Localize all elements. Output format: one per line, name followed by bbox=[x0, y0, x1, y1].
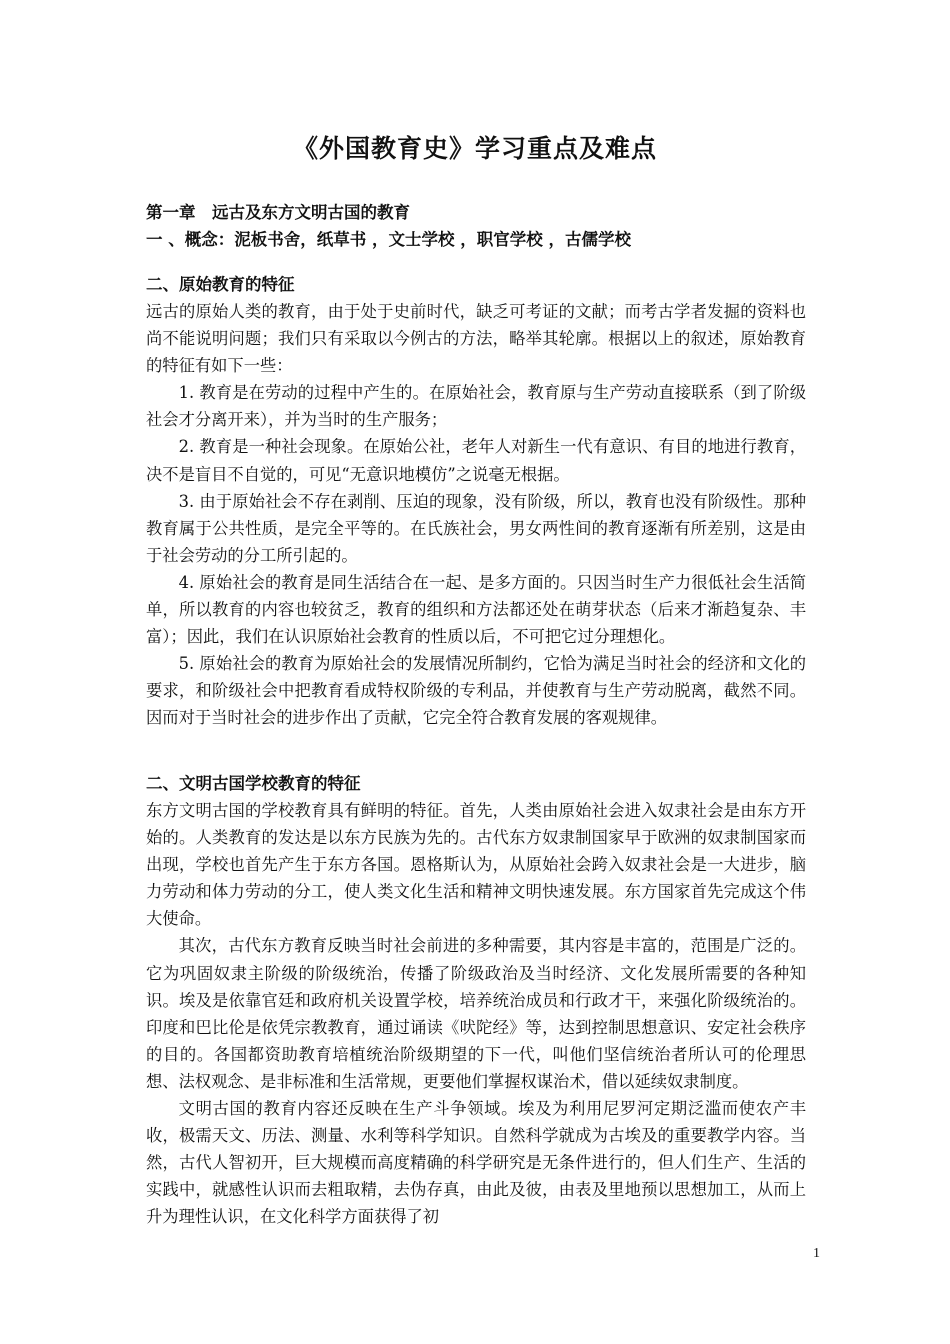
chapter-heading: 第一章 远古及东方文明古国的教育 bbox=[146, 203, 410, 222]
paragraph: 3. 由于原始社会不存在剥削、压迫的现象，没有阶级，所以，教育也没有阶级性。那种教育属于公共性质，是完全平等的。在氏族社会，男女两性间的教育逐渐有所差别，这是由于社会劳动的分工所引起的。 bbox=[146, 491, 806, 565]
page-number: 1 bbox=[813, 1246, 820, 1261]
paragraph: 5. 原始社会的教育为原始社会的发展情况所制约，它恰为满足当时社会的经济和文化的要求，和阶级社会中把教育看成特权阶级的专利品，并使教育与生产劳动脱离，截然不同。因而对于当时社会的进步作出了贡献，它完全符合教育发展的客观规律。 bbox=[146, 654, 806, 728]
paragraph: 1. 教育是在劳动的过程中产生的。在原始社会，教育原与生产劳动直接联系（到了阶级社会才分离开来），并为当时的生产服务； bbox=[146, 383, 806, 430]
paragraph: 文明古国的教育内容还反映在生产斗争领域。埃及为利用尼罗河定期泛滥而使农产丰收，极需天文、历法、测量、水利等科学知识。自然科学就成为古埃及的重要教学内容。当然，古代人智初开，巨大规模而高度精确的科学研究是无条件进行的，但人们生产、生活的实践中，就感性认识而去粗取精，去伪存真，由此及彼，由表及里地预以思想加工，从而上升为理性认识，在文化科学方面获得了初 bbox=[146, 1099, 806, 1227]
section-ancient-school-education bbox=[146, 770, 806, 1231]
paragraph: 4. 原始社会的教育是同生活结合在一起、是多方面的。只因当时生产力很低社会生活简单，所以教育的内容也较贫乏，教育的组织和方法都还处在萌芽状态（后来才渐趋复杂、丰富）；因此，我们在认识原始社会教育的性质以后，不可把它过分理想化。 bbox=[146, 572, 806, 647]
paragraph: 远古的原始人类的教育，由于处于史前时代，缺乏可考证的文献；而考古学者发掘的资料也尚不能说明问题；我们只有采取以今例古的方法，略举其轮廓。根据以上的叙述，原始教育的特征有如下一些： bbox=[146, 302, 806, 376]
section-primitive-education bbox=[146, 271, 806, 732]
section-heading-ancient: 二、文明古国学校教育的特征 bbox=[146, 774, 361, 793]
paragraph: 2. 教育是一种社会现象。在原始公社，老年人对新生一代有意识、有目的地进行教育，决不是盲目不自觉的，可见“无意识地模仿”之说毫无根据。 bbox=[146, 437, 806, 484]
concepts-heading: 一 、概念：泥板书舍，纸草书 ，文士学校 ，职官学校 ，古儒学校 bbox=[146, 230, 631, 249]
section-heading-primitive: 二、原始教育的特征 bbox=[146, 275, 295, 294]
paragraph: 其次，古代东方教育反映当时社会前进的多种需要，其内容是丰富的，范围是广泛的。它为巩固奴隶主阶级的阶级统治，传播了阶级政治及当时经济、文化发展所需要的各种知识。埃及是依靠官廷和政府机关设置学校，培养统治成员和行政才干，来强化阶级统治的。印度和巴比伦是依凭宗教教育，通过诵读《吠陀经》等，达到控制思想意识、安定社会秩序的目的。各国都资助教育培植统治阶级期望的下一代，叫他们坚信统治者所认可的伦理思想、法权观念、是非标准和生活常规，更要他们掌握权谋治术，借以延续奴隶制度。 bbox=[146, 936, 806, 1091]
paragraph: 东方文明古国的学校教育具有鲜明的特征。首先，人类由原始社会进入奴隶社会是由东方开始的。人类教育的发达是以东方民族为先的。古代东方奴隶制国家早于欧洲的奴隶制国家而出现，学校也首先产生于东方各国。恩格斯认为，从原始社会跨入奴隶社会是一大进步，脑力劳动和体力劳动的分工，使人类文化生活和精神文明快速发展。东方国家首先完成这个伟大使命。 bbox=[146, 801, 806, 929]
chapter-heading-block bbox=[146, 199, 806, 253]
document-title: 《外国教育史》学习重点及难点 bbox=[292, 134, 657, 163]
